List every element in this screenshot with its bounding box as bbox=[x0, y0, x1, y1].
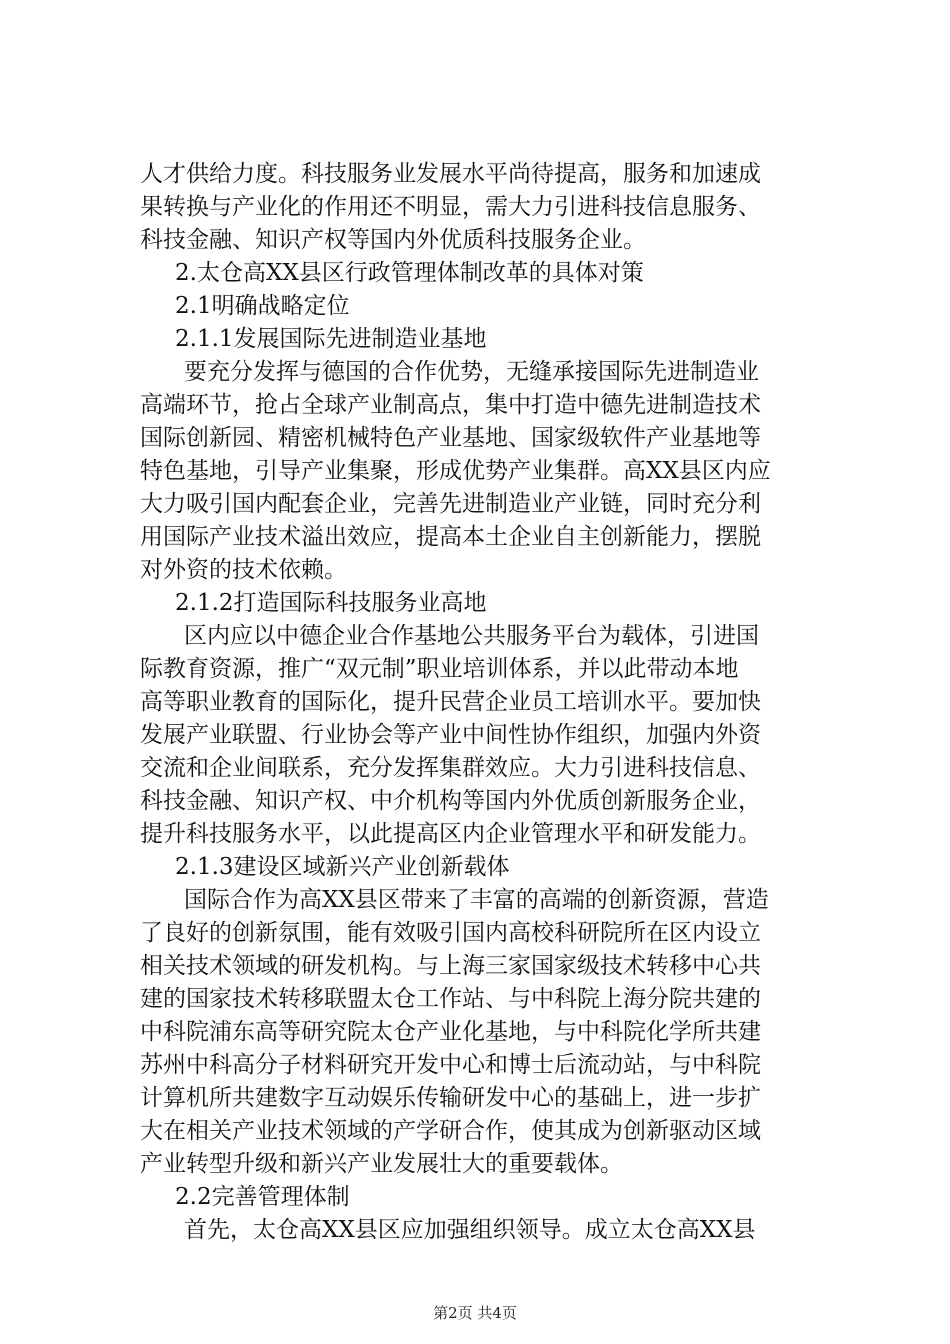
text-line: 大在相关产业技术领域的产学研合作，使其成为创新驱动区域 bbox=[140, 1118, 761, 1144]
text-line: 国际创新园、精密机械特色产业基地、国家级软件产业基地等 bbox=[140, 425, 761, 451]
subsection-heading: 2.1明确战略定位 bbox=[175, 293, 350, 319]
text-line: 果转换与产业化的作用还不明显，需大力引进科技信息服务、 bbox=[140, 194, 761, 220]
text-line: 大力吸引国内配套企业，完善先进制造业产业链，同时充分利 bbox=[140, 491, 761, 517]
text-line: 产业转型升级和新兴产业发展壮大的重要载体。 bbox=[140, 1151, 623, 1177]
subsubsection-heading: 2.1.3建设区域新兴产业创新载体 bbox=[175, 854, 510, 880]
subsubsection-heading: 2.1.2打造国际科技服务业高地 bbox=[175, 590, 487, 616]
body-text bbox=[140, 158, 840, 1247]
text-line: 际教育资源，推广“双元制”职业培训体系，并以此带动本地 bbox=[140, 656, 739, 682]
paragraph-first-line: 首先，太仓高XX县区应加强组织领导。成立太仓高XX县 bbox=[184, 1217, 756, 1243]
text-line: 用国际产业技术溢出效应，提高本土企业自主创新能力，摆脱 bbox=[140, 524, 761, 550]
text-line: 科技金融、知识产权等国内外优质科技服务企业。 bbox=[140, 227, 646, 253]
text-line: 科技金融、知识产权、中介机构等国内外优质创新服务企业， bbox=[140, 788, 761, 814]
text-line: 相关技术领域的研发机构。与上海三家国家级技术转移中心共 bbox=[140, 953, 761, 979]
text-line: 对外资的技术依赖。 bbox=[140, 557, 347, 583]
text-line: 人才供给力度。科技服务业发展水平尚待提高，服务和加速成 bbox=[140, 161, 761, 187]
text-line: 高等职业教育的国际化，提升民营企业员工培训水平。要加快 bbox=[140, 689, 761, 715]
text-line: 特色基地，引导产业集聚，形成优势产业集群。高XX县区内应 bbox=[140, 458, 771, 484]
subsection-heading: 2.2完善管理体制 bbox=[175, 1184, 350, 1210]
page-number-footer: 第2页 共4页 bbox=[433, 1304, 517, 1322]
paragraph-first-line: 要充分发挥与德国的合作优势，无缝承接国际先进制造业 bbox=[184, 359, 759, 385]
text-line: 中科院浦东高等研究院太仓产业化基地，与中科院化学所共建 bbox=[140, 1019, 761, 1045]
text-line: 发展产业联盟、行业协会等产业中间性协作组织，加强内外资 bbox=[140, 722, 761, 748]
text-line: 建的国家技术转移联盟太仓工作站、与中科院上海分院共建的 bbox=[140, 986, 761, 1012]
text-line: 苏州中科高分子材料研究开发中心和博士后流动站，与中科院 bbox=[140, 1052, 761, 1078]
text-line: 交流和企业间联系，充分发挥集群效应。大力引进科技信息、 bbox=[140, 755, 761, 781]
subsubsection-heading: 2.1.1发展国际先进制造业基地 bbox=[175, 326, 487, 352]
paragraph-first-line: 区内应以中德企业合作基地公共服务平台为载体，引进国 bbox=[184, 623, 759, 649]
text-line: 计算机所共建数字互动娱乐传输研发中心的基础上，进一步扩 bbox=[140, 1085, 761, 1111]
section-heading: 2.太仓高XX县区行政管理体制改革的具体对策 bbox=[175, 260, 644, 286]
text-line: 高端环节，抢占全球产业制高点，集中打造中德先进制造技术 bbox=[140, 392, 761, 418]
text-line: 了良好的创新氛围，能有效吸引国内高校科研院所在区内设立 bbox=[140, 920, 761, 946]
paragraph-first-line: 国际合作为高XX县区带来了丰富的高端的创新资源，营造 bbox=[184, 887, 769, 913]
text-line: 提升科技服务水平，以此提高区内企业管理水平和研发能力。 bbox=[140, 821, 761, 847]
